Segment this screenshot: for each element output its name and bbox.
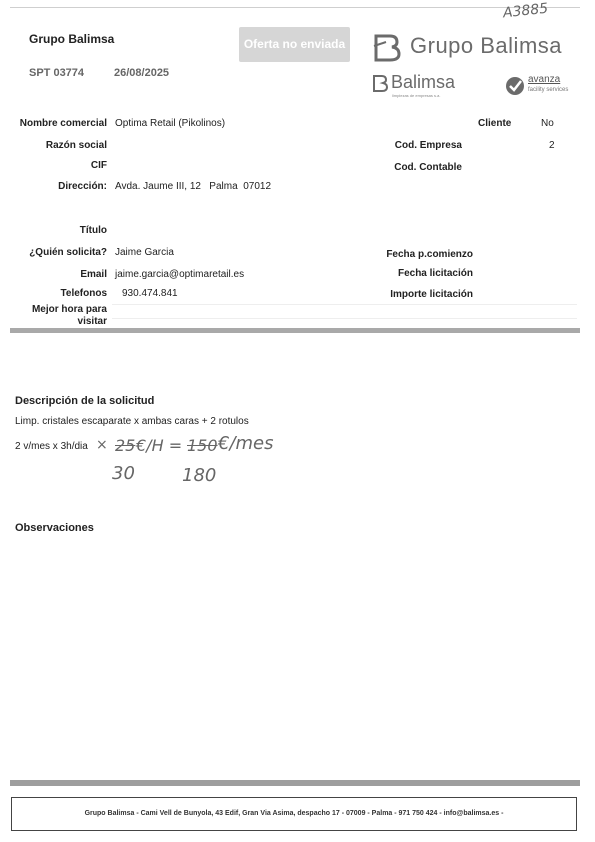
hand-total-struck: 150 xyxy=(187,436,218,455)
hand-rate-unit: €/H = xyxy=(136,436,183,455)
value-nombre-comercial: Optima Retail (Pikolinos) xyxy=(115,118,226,129)
footer-separator xyxy=(10,780,580,786)
row-line xyxy=(112,318,577,319)
value-cliente: No xyxy=(541,118,554,129)
value-telefonos: 930.474.841 xyxy=(122,288,178,299)
check-badge-icon xyxy=(505,76,525,96)
company-name: Grupo Balimsa xyxy=(29,32,115,46)
balimsa-logo xyxy=(370,72,480,100)
footer-box xyxy=(11,797,577,831)
label-cif: CIF xyxy=(90,160,107,171)
hand-multiply: × xyxy=(96,437,108,453)
document-ref: SPT 03774 xyxy=(29,67,85,79)
avanza-logo-text: avanza xyxy=(528,74,561,85)
observaciones-heading: Observaciones xyxy=(15,522,94,534)
balimsa-logo-text: Balimsa xyxy=(391,72,456,92)
label-razon-social: Razón social xyxy=(45,140,107,151)
label-titulo: Título xyxy=(79,225,107,236)
label-telefonos: Telefonos xyxy=(60,288,107,299)
label-mejor-hora-line2: visitar xyxy=(77,316,107,327)
hand-new-total: 180 xyxy=(182,465,217,486)
label-mejor-hora xyxy=(5,304,107,328)
balimsa-logo-tagline: limpiezas de empresas s.a. xyxy=(392,93,441,98)
grupo-balimsa-logo-text: Grupo Balimsa xyxy=(410,33,563,58)
b-mark-small-icon xyxy=(370,74,390,92)
handwritten-ref: A3885 xyxy=(502,0,549,22)
label-cod-contable: Cod. Contable xyxy=(394,162,462,173)
document-date: 26/08/2025 xyxy=(114,67,170,79)
status-badge xyxy=(239,27,350,62)
descripcion-heading: Descripción de la solicitud xyxy=(15,395,155,407)
label-direccion: Dirección: xyxy=(58,181,107,192)
label-email: Email xyxy=(80,269,107,280)
hand-rate-struck: 25 xyxy=(115,436,136,455)
label-cliente: Cliente xyxy=(478,118,512,129)
section-separator xyxy=(10,328,580,333)
avanza-logo xyxy=(505,74,575,98)
label-mejor-hora-line1: Mejor hora para xyxy=(31,304,107,315)
value-email: jaime.garcia@optimaretail.es xyxy=(115,269,245,280)
label-importe-licitacion: Importe licitación xyxy=(390,289,473,300)
grupo-balimsa-logo xyxy=(370,30,575,62)
label-fecha-comienzo: Fecha p.comienzo xyxy=(386,249,473,260)
descripcion-line1: Limp. cristales escaparate x ambas caras + 2 rotulos xyxy=(15,416,249,427)
label-fecha-licitacion: Fecha licitación xyxy=(397,268,473,279)
hand-total-unit: €/mes xyxy=(218,433,274,454)
row-line xyxy=(112,304,577,305)
value-cod-empresa: 2 xyxy=(549,140,555,151)
value-direccion: Avda. Jaume III, 12 Palma 07012 xyxy=(115,181,272,192)
value-quien-solicita: Jaime Garcia xyxy=(115,247,174,258)
label-quien-solicita: ¿Quién solicita? xyxy=(29,247,107,258)
hand-new-rate: 30 xyxy=(112,463,135,484)
descripcion-line2: 2 v/mes x 3h/dia xyxy=(15,441,88,452)
footer-text: Grupo Balimsa - Cami Vell de Bunyola, 43 Edif, Gran Via Asima, despacho 17 - 07009 - Palma - 971 750 424 - info@balimsa.es - xyxy=(84,810,504,817)
avanza-logo-tagline: facility services xyxy=(528,87,569,93)
status-badge-label: Oferta no enviada xyxy=(243,37,346,51)
label-nombre-comercial: Nombre comercial xyxy=(19,118,107,129)
label-cod-empresa: Cod. Empresa xyxy=(394,140,462,151)
top-rule xyxy=(10,7,580,8)
b-mark-icon xyxy=(370,32,402,62)
